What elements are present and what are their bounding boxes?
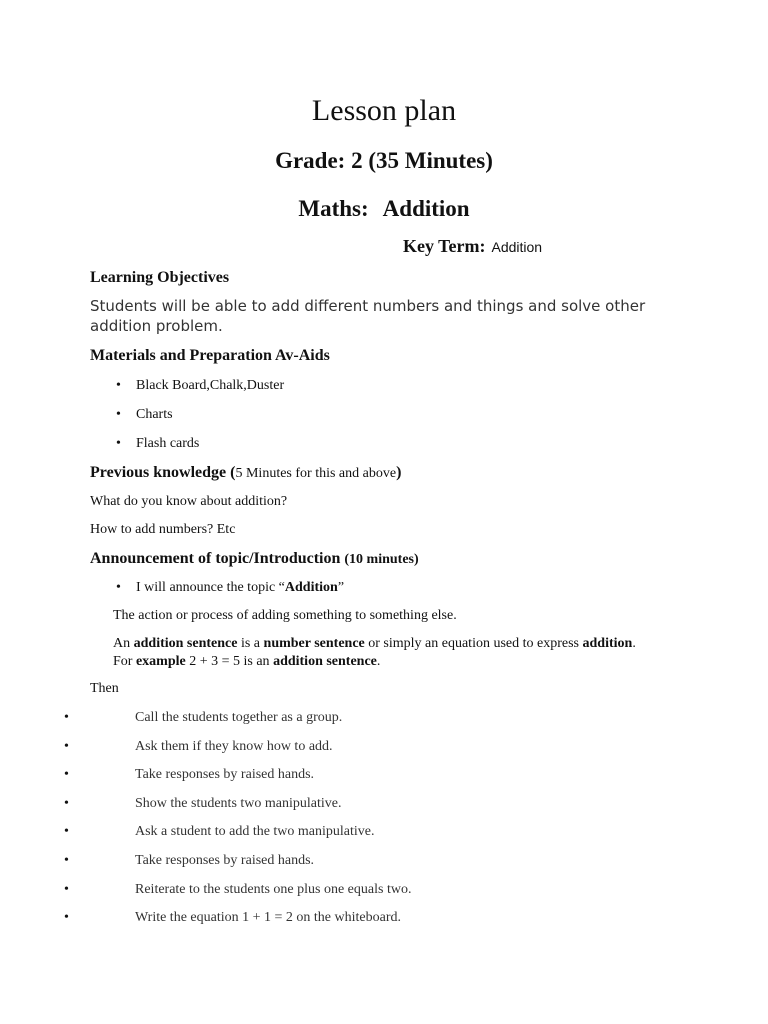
step-text: Ask a student to add the two manipulative. (135, 824, 375, 839)
previous-knowledge-note: 5 Minutes for this and above (235, 466, 397, 481)
action-definition: The action or process of adding something to something else. (113, 608, 457, 623)
materials-item: • Flash cards (116, 436, 200, 451)
previous-knowledge-question: What do you know about addition? (90, 494, 288, 509)
key-term (403, 236, 542, 257)
subject-label: Maths: (298, 196, 369, 221)
bullet-icon: • (64, 824, 69, 839)
announcement-item: • I will announce the topic “Addition” (116, 580, 345, 595)
previous-knowledge-question: How to add numbers? Etc (90, 522, 236, 537)
step-text: Reiterate to the students one plus one equals two. (135, 882, 412, 897)
bullet-icon: • (64, 796, 69, 811)
key-term-value: Addition (491, 239, 543, 255)
materials-item: • Charts (116, 407, 173, 422)
page-title: Lesson plan (311, 94, 457, 127)
bullet-icon: • (116, 580, 121, 595)
grade-heading: Grade: 2 (35 Minutes) (275, 148, 493, 173)
step-text: Write the equation 1 + 1 = 2 on the whiteboard. (135, 910, 401, 925)
materials-item: • Black Board,Chalk,Duster (116, 378, 285, 393)
bullet-icon: • (64, 853, 69, 868)
bullet-icon: • (64, 710, 69, 725)
bullet-icon: • (116, 378, 121, 393)
subject-value: Addition (382, 196, 470, 221)
step-text: Ask them if they know how to add. (135, 739, 333, 754)
key-term-label: Key Term: (403, 236, 486, 256)
learning-objectives-heading: Learning Objectives (90, 269, 230, 286)
previous-knowledge-heading: Previous knowledge (5 Minutes for this and above) (90, 464, 402, 481)
bullet-icon: • (64, 882, 69, 897)
step-text: Take responses by raised hands. (135, 767, 315, 782)
subject-heading (0, 196, 768, 222)
announcement-note: (10 minutes) (344, 552, 419, 567)
bullet-icon: • (64, 767, 69, 782)
then-label: Then (90, 681, 119, 696)
bullet-icon: • (116, 436, 121, 451)
step-text: Call the students together as a group. (135, 710, 343, 725)
announcement-heading: Announcement of topic/Introduction (10 minutes) (90, 550, 419, 567)
materials-heading: Materials and Preparation Av-Aids (90, 347, 330, 364)
addition-sentence-definition: An addition sentence is a number sentence or simply an equation used to express addition. For example 2 + 3 = 5 is an addition sentence. (113, 636, 636, 669)
learning-objectives-text: Students will be able to add different numbers and things and solve other addition problem. (90, 297, 646, 335)
bullet-icon: • (116, 407, 121, 422)
step-text: Show the students two manipulative. (135, 796, 342, 811)
step-text: Take responses by raised hands. (135, 853, 315, 868)
bullet-icon: • (64, 739, 69, 754)
bullet-icon: • (64, 910, 69, 925)
